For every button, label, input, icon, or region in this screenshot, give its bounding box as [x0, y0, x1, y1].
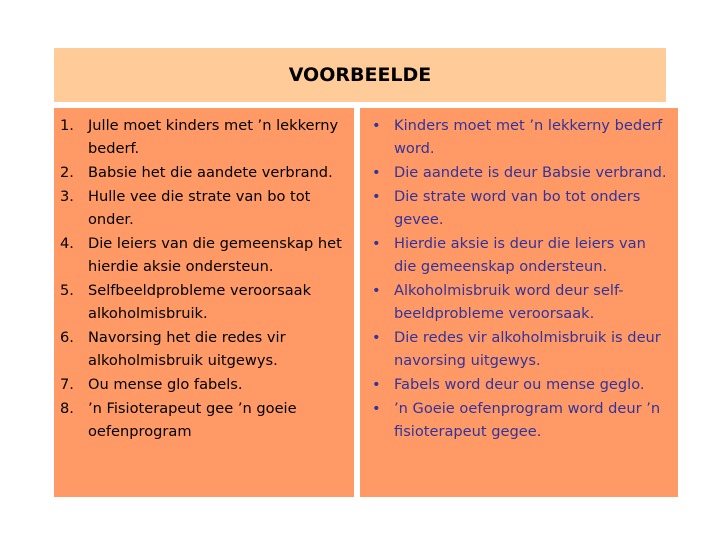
list-item [366, 114, 672, 160]
list-marker: 6. [60, 329, 74, 346]
list-item [366, 397, 672, 443]
list-item-text: Kinders moet met ’n lekkerny bederf word. [394, 117, 663, 157]
list-item [366, 326, 672, 372]
slide-title: VOORBEELDE [54, 48, 666, 102]
passive-sentences-panel [360, 108, 678, 497]
list-item-text: Die redes vir alkoholmisbruik is deur navorsing uitgewys. [394, 329, 661, 369]
list-item [60, 232, 348, 278]
list-marker: 5. [60, 282, 74, 299]
list-item-text: Ou mense glo fabels. [88, 376, 243, 393]
list-item [60, 185, 348, 231]
list-marker: • [372, 329, 381, 346]
list-item-text: ’n Fisioterapeut gee ’n goeie oefenprogram [88, 400, 297, 440]
list-item-text: Hulle vee die strate van bo tot onder. [88, 188, 311, 228]
list-marker: • [372, 376, 381, 393]
list-marker: 7. [60, 376, 74, 393]
list-marker: 3. [60, 188, 74, 205]
list-item-text: Navorsing het die redes vir alkoholmisbruik uitgewys. [88, 329, 286, 369]
active-sentences-panel [54, 108, 354, 497]
list-item [60, 279, 348, 325]
list-item-text: Alkoholmisbruik word deur self-beeldprobleme veroorsaak. [394, 282, 624, 322]
list-item [60, 114, 348, 160]
list-item-text: Selfbeeldprobleme veroorsaak alkoholmisbruik. [88, 282, 312, 322]
list-item [366, 373, 672, 396]
list-item-text: Babsie het die aandete verbrand. [88, 164, 333, 181]
list-item-text: Die strate word van bo tot onders gevee. [394, 188, 641, 228]
list-item-text: Julle moet kinders met ’n lekkerny bederf. [88, 117, 339, 157]
list-marker: • [372, 117, 381, 134]
list-marker: • [372, 164, 381, 181]
list-item [60, 373, 348, 396]
list-item-text: Hierdie aksie is deur die leiers van die gemeenskap ondersteun. [394, 235, 646, 275]
list-item [366, 161, 672, 184]
list-marker: • [372, 235, 381, 252]
list-item [366, 232, 672, 278]
list-item-text: Fabels word deur ou mense geglo. [394, 376, 645, 393]
list-marker: 4. [60, 235, 74, 252]
list-marker: • [372, 282, 381, 299]
list-marker: • [372, 400, 381, 417]
list-item [60, 397, 348, 443]
list-item-text: Die aandete is deur Babsie verbrand. [394, 164, 667, 181]
list-marker: 1. [60, 117, 74, 134]
list-item [366, 279, 672, 325]
list-marker: • [372, 188, 381, 205]
list-item [60, 326, 348, 372]
list-item-text: Die leiers van die gemeenskap het hierdie aksie ondersteun. [88, 235, 342, 275]
list-marker: 8. [60, 400, 74, 417]
list-marker: 2. [60, 164, 74, 181]
list-item [366, 185, 672, 231]
list-item-text: ’n Goeie oefenprogram word deur ’n fisioterapeut gegee. [394, 400, 661, 440]
list-item [60, 161, 348, 184]
